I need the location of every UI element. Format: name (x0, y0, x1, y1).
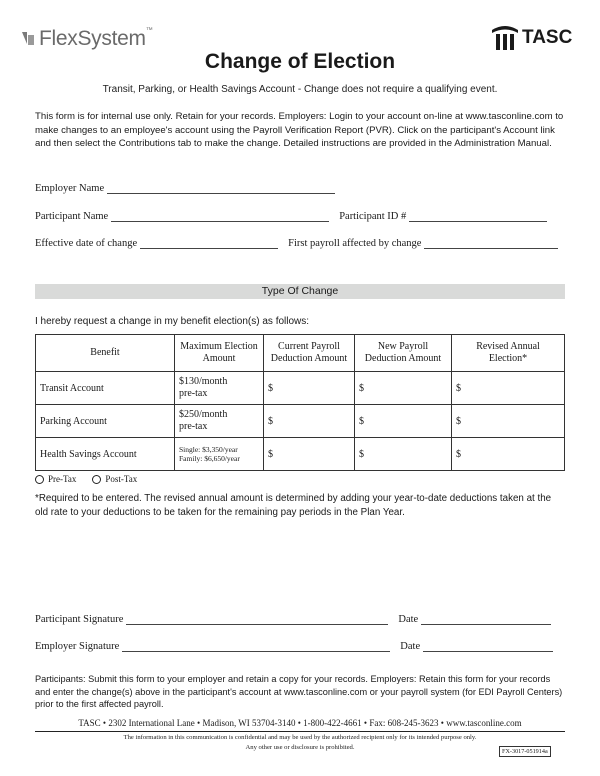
participant-id-field[interactable] (409, 210, 547, 222)
max-line: $250/month (179, 409, 228, 420)
first-payroll-label: First payroll affected by change (288, 238, 422, 249)
participant-date-label: Date (398, 614, 419, 625)
type-of-change-header: Type Of Change (35, 284, 565, 299)
employer-name-label: Employer Name (35, 183, 105, 194)
revised-amount-field[interactable]: $ (452, 438, 565, 471)
employer-date-label: Date (400, 641, 421, 652)
header-max: Maximum Election Amount (175, 335, 264, 372)
max-cell (175, 405, 264, 438)
table-row (36, 405, 565, 438)
participant-date-field[interactable] (421, 613, 551, 625)
new-amount-field[interactable]: $ (355, 372, 452, 405)
confidential-notice-line2: Any other use or disclosure is prohibited. (245, 744, 355, 751)
employer-signature-row (35, 640, 565, 652)
first-payroll-field[interactable] (424, 237, 558, 249)
employer-name-field[interactable] (107, 182, 335, 194)
new-amount-field[interactable]: $ (355, 438, 452, 471)
tasc-logo (490, 24, 572, 52)
participant-row (35, 210, 565, 222)
footer-divider (35, 731, 565, 732)
post-tax-option[interactable] (92, 474, 137, 484)
flexsystem-logo-text: FlexSystem™ (39, 27, 153, 50)
max-line: $130/month (179, 376, 228, 387)
employer-signature-label: Employer Signature (35, 641, 120, 652)
benefit-cell: Health Savings Account (36, 438, 175, 471)
tax-option-group (35, 474, 153, 484)
post-tax-label: Post-Tax (105, 474, 138, 484)
benefit-table (35, 334, 565, 471)
employer-date-field[interactable] (423, 640, 553, 652)
max-line: pre-tax (179, 421, 208, 432)
flexsystem-logo (22, 26, 152, 52)
page-title: Change of Election (204, 50, 396, 73)
header-benefit: Benefit (36, 335, 175, 372)
effective-date-field[interactable] (140, 237, 278, 249)
new-amount-field[interactable]: $ (355, 405, 452, 438)
post-tax-radio[interactable] (92, 475, 101, 484)
page-subtitle: Transit, Parking, or Health Savings Account - Change does not require a qualifying event. (102, 84, 498, 95)
pre-tax-option[interactable] (35, 474, 76, 484)
footer-instructions: Participants: Submit this form to your employer and retain a copy for your records. Employers: Retain this form for your records and enter the change(s) above in the participant's account at www.tasconline.com or your payroll system (for EDI Payroll Centers) prior to the first affected payroll. (35, 674, 563, 709)
revised-amount-field[interactable]: $ (452, 405, 565, 438)
revised-amount-field[interactable]: $ (452, 372, 565, 405)
employer-signature-field[interactable] (122, 640, 390, 652)
header-new: New Payroll Deduction Amount (355, 335, 452, 372)
participant-name-label: Participant Name (35, 211, 109, 222)
required-note: *Required to be entered. The revised annual amount is determined by adding your year-to-date deductions taken at the old rate to your deductions to be taken for the remaining pay periods in the Plan Year. (35, 493, 552, 518)
confidential-notice-line1: The information in this communication is confidential and may be used by the authorized recipient only for its intended purpose only. (123, 734, 477, 741)
header-revised: Revised Annual Election* (452, 335, 565, 372)
current-amount-field[interactable]: $ (264, 372, 355, 405)
max-cell (175, 372, 264, 405)
benefit-cell: Parking Account (36, 405, 175, 438)
effective-date-label: Effective date of change (35, 238, 138, 249)
pre-tax-label: Pre-Tax (48, 474, 77, 484)
pre-tax-radio[interactable] (35, 475, 44, 484)
participant-name-field[interactable] (111, 210, 329, 222)
table-row (36, 438, 565, 471)
form-code: FX-3017-051914a (499, 746, 551, 757)
flexsystem-mark-icon (22, 31, 36, 47)
dates-row (35, 237, 565, 249)
benefit-cell: Transit Account (36, 372, 175, 405)
table-row (36, 372, 565, 405)
header-current: Current Payroll Deduction Amount (264, 335, 355, 372)
participant-signature-field[interactable] (126, 613, 388, 625)
tasc-logo-text: TASC (522, 27, 573, 48)
current-amount-field[interactable]: $ (264, 405, 355, 438)
footer-address: TASC • 2302 International Lane • Madison, WI 53704-3140 • 1-800-422-4661 • Fax: 608-245-3623 • www.tasconline.com (78, 718, 522, 728)
max-line: pre-tax (179, 388, 208, 399)
tasc-emblem-icon (490, 24, 520, 52)
participant-id-label: Participant ID # (339, 211, 407, 222)
max-cell (175, 438, 264, 471)
current-amount-field[interactable]: $ (264, 438, 355, 471)
participant-signature-row (35, 613, 565, 625)
request-text: I hereby request a change in my benefit election(s) as follows: (35, 316, 310, 327)
table-header-row (36, 335, 565, 372)
intro-paragraph: This form is for internal use only. Retain for your records. Employers: Login to your account on-line at www.tasconline.com to make changes to an employee's account using the Payroll Verification Report (PVR). Click on the participant's Account link and then select the Contributions tab to make the change. Detailed instructions are provided in the Administration Manual. (35, 111, 564, 150)
employer-name-row (35, 182, 565, 194)
max-line: Family: $6,650/year (179, 454, 240, 463)
max-line: Single: $3,350/year (179, 445, 238, 454)
participant-signature-label: Participant Signature (35, 614, 124, 625)
